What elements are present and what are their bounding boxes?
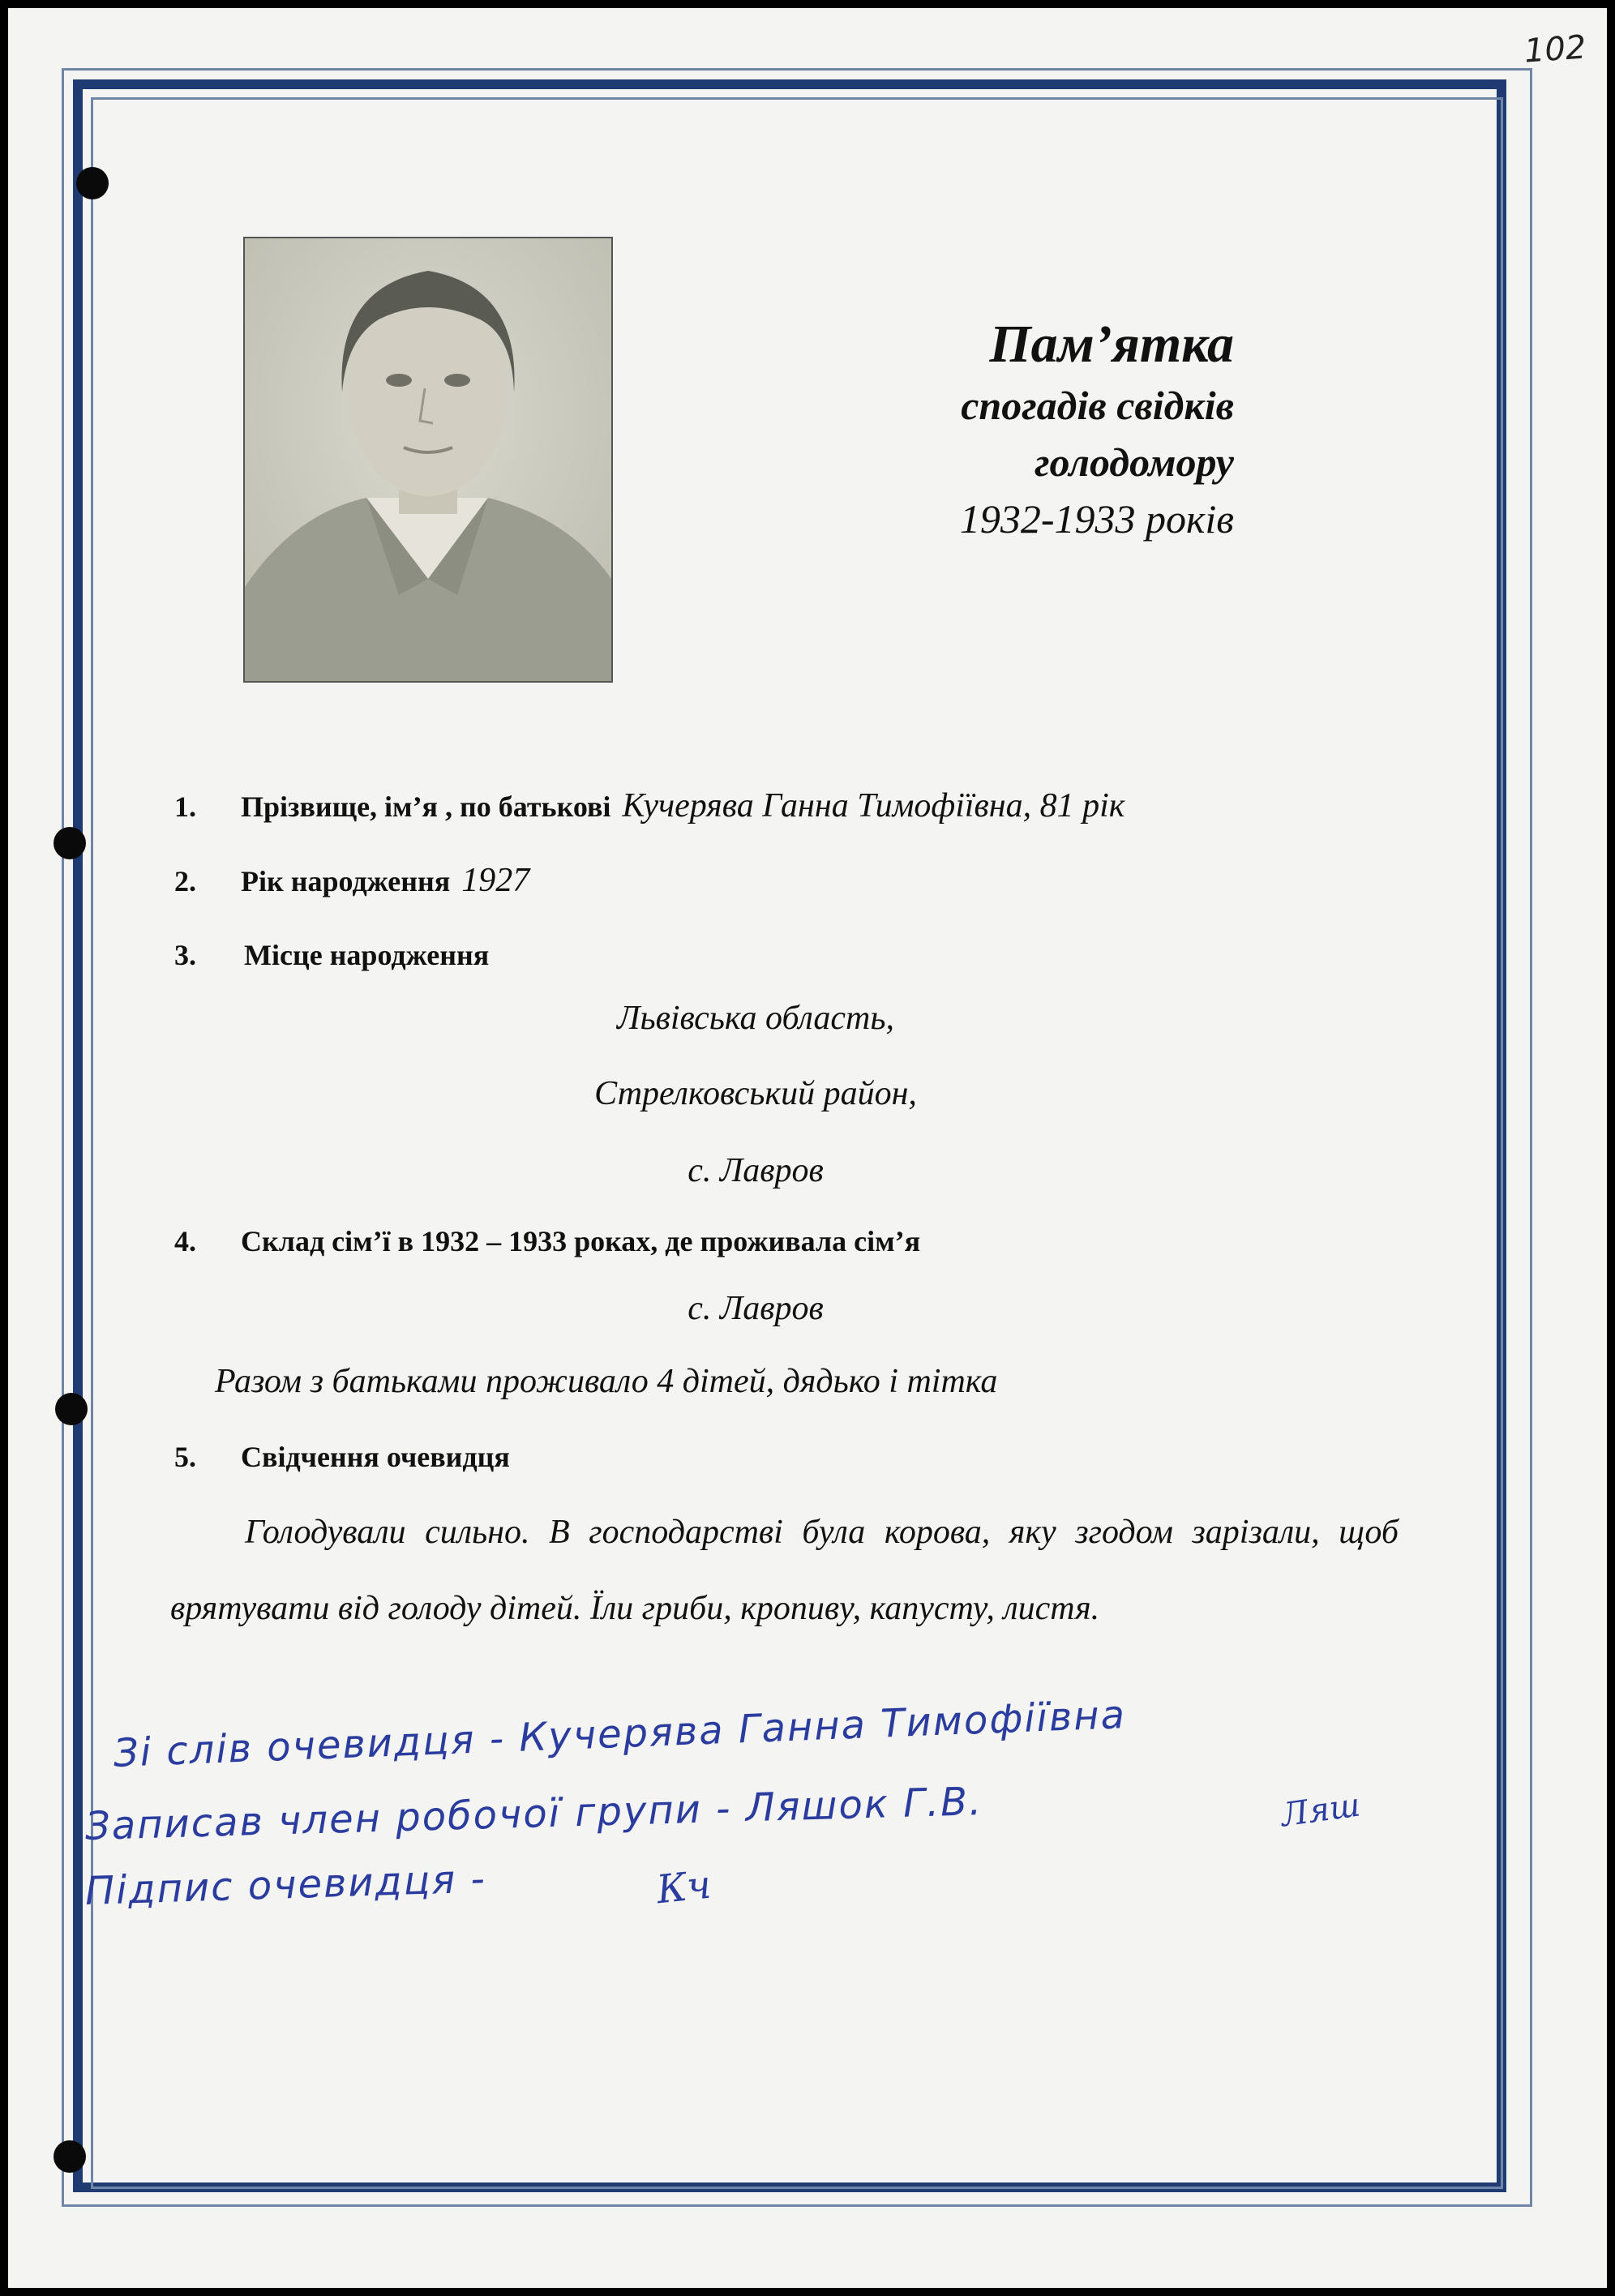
title-years: 1932-1933 років bbox=[959, 496, 1234, 542]
title-main: Пам’ятка bbox=[989, 315, 1234, 374]
birthplace-village: с. Лавров bbox=[688, 1152, 824, 1189]
punch-hole bbox=[54, 827, 86, 859]
field-label: Прізвище, ім’я , по батькові bbox=[241, 790, 611, 823]
testimony-text: Голодували сильно. В господарстві була корова, яку згодом зарізали, щоб врятувати від голоду дітей. Їли гриби, кропиву, капусту, листя. bbox=[170, 1514, 1399, 1627]
field-family bbox=[174, 1224, 920, 1258]
field-number: 3. bbox=[174, 939, 196, 971]
handwritten-line: Підпис очевидця - bbox=[84, 1856, 487, 1914]
page-number: 102 bbox=[1523, 28, 1587, 71]
field-testimony bbox=[174, 1440, 510, 1474]
field-number: 1. bbox=[174, 790, 196, 823]
title-line: спогадів свідків bbox=[961, 383, 1234, 428]
field-birthplace bbox=[174, 938, 489, 972]
punch-hole bbox=[76, 167, 109, 199]
birthplace-region: Львівська область, bbox=[617, 1000, 894, 1037]
field-value: 1927 bbox=[461, 862, 530, 899]
punch-hole bbox=[55, 1393, 88, 1425]
handwritten-line: Записав член робочої групи - Ляшок Г.В. bbox=[84, 1779, 984, 1849]
field-label: Рік народження bbox=[241, 865, 451, 897]
document-title bbox=[960, 312, 1234, 547]
family-composition: Разом з батьками проживало 4 дітей, дядько і тітка bbox=[215, 1363, 998, 1400]
handwritten-line: Зі слів очевидця - Кучерява Ганна Тимофіївна bbox=[112, 1692, 1127, 1776]
family-place: с. Лавров bbox=[688, 1290, 824, 1327]
field-label: Свідчення очевидця bbox=[241, 1441, 510, 1473]
witness-photo bbox=[243, 237, 613, 683]
portrait-image bbox=[245, 238, 611, 681]
field-number: 2. bbox=[174, 865, 196, 897]
title-line: голодомору bbox=[1035, 439, 1234, 485]
field-number: 4. bbox=[174, 1225, 196, 1257]
recorder-signature: Ляш bbox=[1279, 1786, 1363, 1835]
field-label: Склад сім’ї в 1932 – 1933 роках, де проживала сім’я bbox=[241, 1225, 921, 1257]
field-number: 5. bbox=[174, 1441, 196, 1473]
field-full-name bbox=[174, 786, 1125, 825]
punch-hole bbox=[54, 2140, 86, 2173]
field-birth-year bbox=[174, 861, 529, 900]
field-value: Кучерява Ганна Тимофіївна, 81 рік bbox=[622, 787, 1125, 825]
witness-signature: Кч bbox=[654, 1861, 713, 1913]
field-label: Місце народження bbox=[244, 939, 490, 971]
birthplace-district: Стрелковський район, bbox=[594, 1075, 917, 1112]
